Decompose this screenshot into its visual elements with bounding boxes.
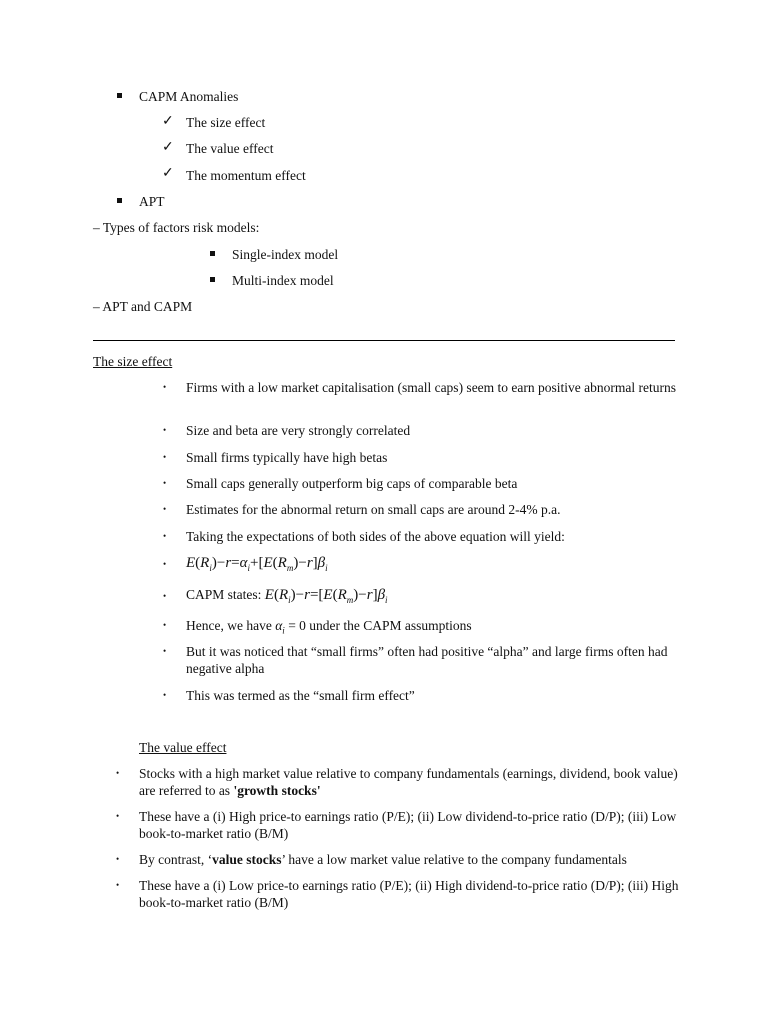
capm-states-label: CAPM states:: [186, 587, 265, 602]
square-bullet-icon: [117, 198, 122, 203]
growth-stocks-term: 'growth stocks': [233, 783, 321, 798]
bullet-icon: •: [116, 854, 120, 864]
outline-dash-factor-models: – Types of factors risk models:: [93, 220, 260, 235]
bullet-icon: •: [163, 591, 167, 601]
size-bullet-capm-states: [186, 586, 388, 604]
square-bullet-icon: [210, 251, 215, 256]
bullet-icon: •: [163, 559, 167, 569]
size-bullet-small-caps: Firms with a low market capitalisation (small caps) seem to earn positive abnormal returns: [186, 380, 676, 395]
equation-expected-return-alpha: $E(R_i)-r=\alpha_i+[E(R_m)-r]\beta_i$: [186, 555, 328, 573]
bullet-icon: •: [163, 452, 167, 462]
bullet-icon: •: [163, 620, 167, 630]
size-bullet-high-betas: Small firms typically have high betas: [186, 450, 388, 465]
size-bullet-expectations: Taking the expectations of both sides of the above equation will yield:: [186, 529, 565, 544]
value-stocks-pre: By contrast, ‘: [139, 852, 213, 867]
bullet-icon: •: [116, 768, 120, 778]
value-effect-heading: The value effect: [139, 740, 227, 755]
bullet-icon: •: [163, 382, 167, 392]
alpha-zero-post: = 0 under the CAPM assumptions: [284, 618, 472, 633]
outline-item-apt: APT: [139, 194, 165, 209]
outline-sub-size-effect: The size effect: [186, 115, 266, 130]
bullet-icon: •: [163, 646, 167, 656]
size-bullet-small-firms-alpha: But it was noticed that “small firms” often had positive “alpha” and large firms often had negative alpha: [186, 644, 668, 676]
equation-capm: $E(R_i)-r=[E(R_m)-r]\beta_i$: [264, 587, 388, 605]
bullet-icon: •: [163, 478, 167, 488]
outline-sub-momentum-effect: The momentum effect: [186, 168, 306, 183]
outline-model-single-index: Single-index model: [232, 247, 339, 262]
value-bullet-value-stocks: [139, 851, 679, 868]
size-effect-heading: The size effect: [93, 354, 173, 369]
checkmark-icon: ✓: [162, 166, 174, 181]
checkmark-icon: ✓: [162, 140, 174, 155]
size-bullet-outperform: Small caps generally outperform big caps of comparable beta: [186, 476, 518, 491]
size-bullet-alpha-zero: [186, 617, 472, 634]
growth-stocks-text: Stocks with a high market value relative to company fundamentals (earnings, dividend, book value) are referred to as: [139, 766, 678, 798]
bullet-icon: •: [116, 880, 120, 890]
outline-dash-apt-capm: – APT and CAPM: [93, 299, 193, 314]
square-bullet-icon: [117, 93, 122, 98]
value-stocks-term: value stocks: [212, 852, 282, 867]
alpha-zero-pre: Hence, we have: [186, 618, 276, 633]
value-stocks-post: ’ have a low market value relative to the company fundamentals: [281, 852, 627, 867]
value-bullet-growth-stocks: [139, 765, 679, 799]
outline-sub-value-effect: The value effect: [186, 141, 274, 156]
square-bullet-icon: [210, 277, 215, 282]
bullet-icon: •: [163, 531, 167, 541]
value-bullet-value-ratios: These have a (i) Low price-to earnings ratio (P/E); (ii) High dividend-to-price ratio (D/P); (iii) High book-to-market ratio (B/M): [139, 878, 679, 910]
section-divider: [93, 340, 675, 341]
bullet-icon: •: [163, 690, 167, 700]
value-bullet-growth-ratios: These have a (i) High price-to earnings ratio (P/E); (ii) Low dividend-to-price ratio (D/P); (iii) Low book-to-market ratio (B/M): [139, 809, 677, 841]
outline-item-capm-anomalies: CAPM Anomalies: [139, 89, 239, 104]
bullet-icon: •: [163, 504, 167, 514]
alpha-symbol: $\alpha_i$: [275, 618, 285, 636]
bullet-icon: •: [163, 425, 167, 435]
checkmark-icon: ✓: [162, 114, 174, 129]
outline-model-multi-index: Multi-index model: [232, 273, 334, 288]
size-bullet-small-firm-effect: This was termed as the “small firm effect”: [186, 688, 415, 703]
size-bullet-beta-correlated: Size and beta are very strongly correlated: [186, 423, 411, 438]
size-bullet-estimates: Estimates for the abnormal return on small caps are around 2-4% p.a.: [186, 502, 561, 517]
bullet-icon: •: [116, 811, 120, 821]
